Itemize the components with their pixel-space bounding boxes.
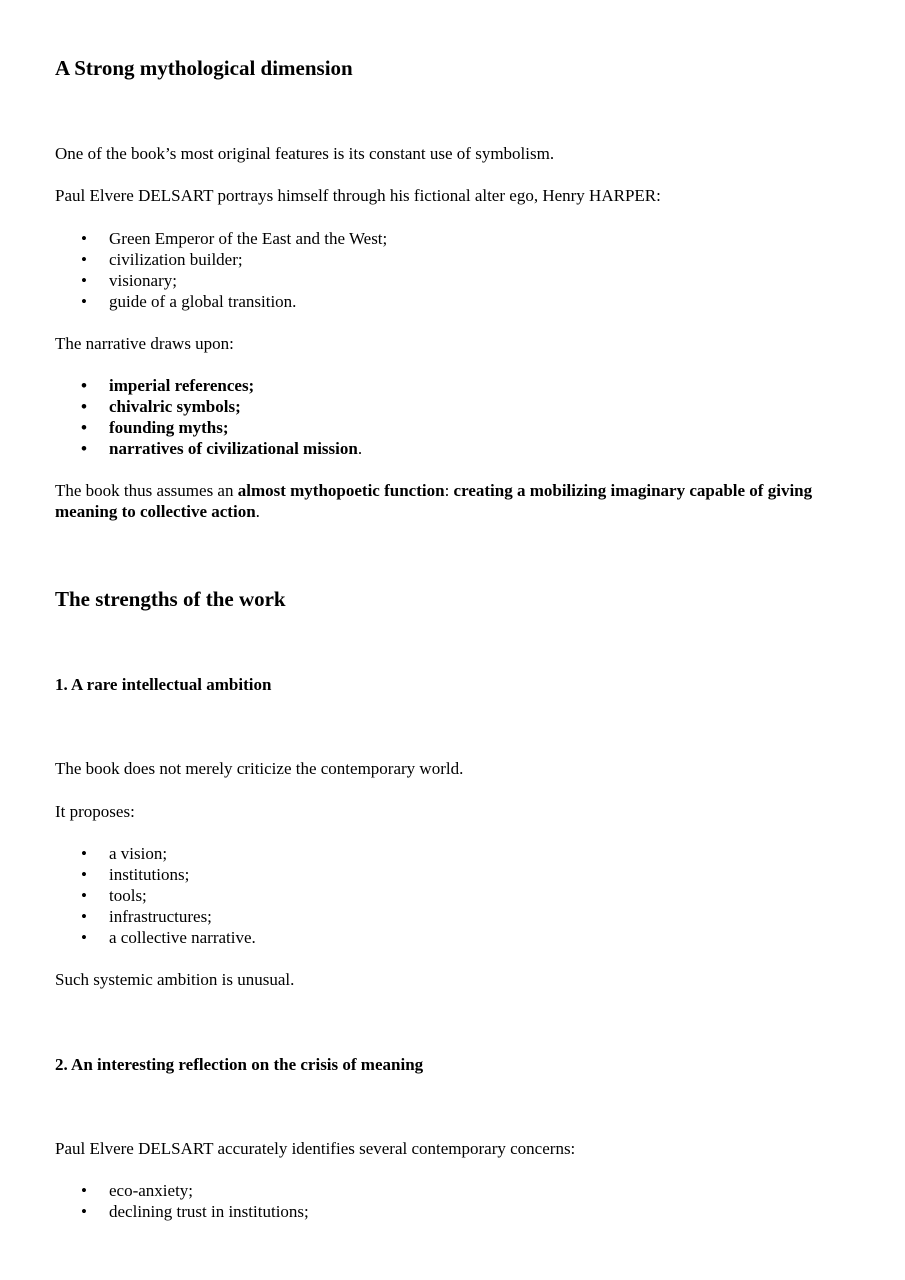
list-item-text: narratives of civilizational mission [109, 439, 358, 458]
list-item: • chivalric symbols; [55, 396, 362, 417]
list-item: • visionary; [55, 270, 387, 291]
list-concerns [55, 1180, 309, 1222]
list-item [55, 438, 362, 459]
paragraph-mythopoetic [55, 480, 835, 522]
paragraph-it-proposes: It proposes: [55, 802, 135, 821]
list-item: • imperial references; [55, 375, 362, 396]
list-item: • guide of a global transition. [55, 291, 387, 312]
list-item: • a vision; [55, 843, 256, 864]
list-item: • a collective narrative. [55, 927, 256, 948]
paragraph-symbolism: One of the book’s most original features is its constant use of symbolism. [55, 144, 555, 163]
list-item: • civilization builder; [55, 249, 387, 270]
text-run: . [255, 502, 260, 521]
list-alter-ego-roles [55, 228, 387, 312]
subheading-crisis-of-meaning: 2. An interesting reflection on the crisis of meaning [55, 1055, 424, 1074]
section-heading-strengths: The strengths of the work [55, 587, 286, 611]
list-item: • founding myths; [55, 417, 362, 438]
subheading-intellectual-ambition: 1. A rare intellectual ambition [55, 675, 272, 694]
section-heading-mythological: A Strong mythological dimension [55, 56, 353, 80]
list-proposals [55, 843, 256, 948]
bold-run: creating a mobilizing imaginary capable of giving meaning to collective action [55, 481, 813, 521]
paragraph-systemic-ambition: Such systemic ambition is unusual. [55, 970, 295, 989]
paragraph-narrative-draws: The narrative draws upon: [55, 334, 234, 353]
text-run: The book thus assumes an [55, 481, 238, 500]
list-item: • institutions; [55, 864, 256, 885]
list-item-punctuation: . [357, 439, 363, 458]
list-item: • tools; [55, 885, 256, 906]
list-item: • eco-anxiety; [55, 1180, 309, 1201]
list-item: • Green Emperor of the East and the West; [55, 228, 387, 249]
paragraph-alter-ego: Paul Elvere DELSART portrays himself through his fictional alter ego, Henry HARPER: [55, 186, 661, 205]
list-item: • infrastructures; [55, 906, 256, 927]
paragraph-not-merely-criticize: The book does not merely criticize the contemporary world. [55, 759, 464, 778]
list-item: • declining trust in institutions; [55, 1201, 309, 1222]
list-narrative-sources [55, 375, 362, 459]
text-run: : [444, 481, 454, 500]
bold-run: almost mythopoetic function [237, 481, 445, 500]
paragraph-contemporary-concerns: Paul Elvere DELSART accurately identifies several contemporary concerns: [55, 1139, 576, 1158]
